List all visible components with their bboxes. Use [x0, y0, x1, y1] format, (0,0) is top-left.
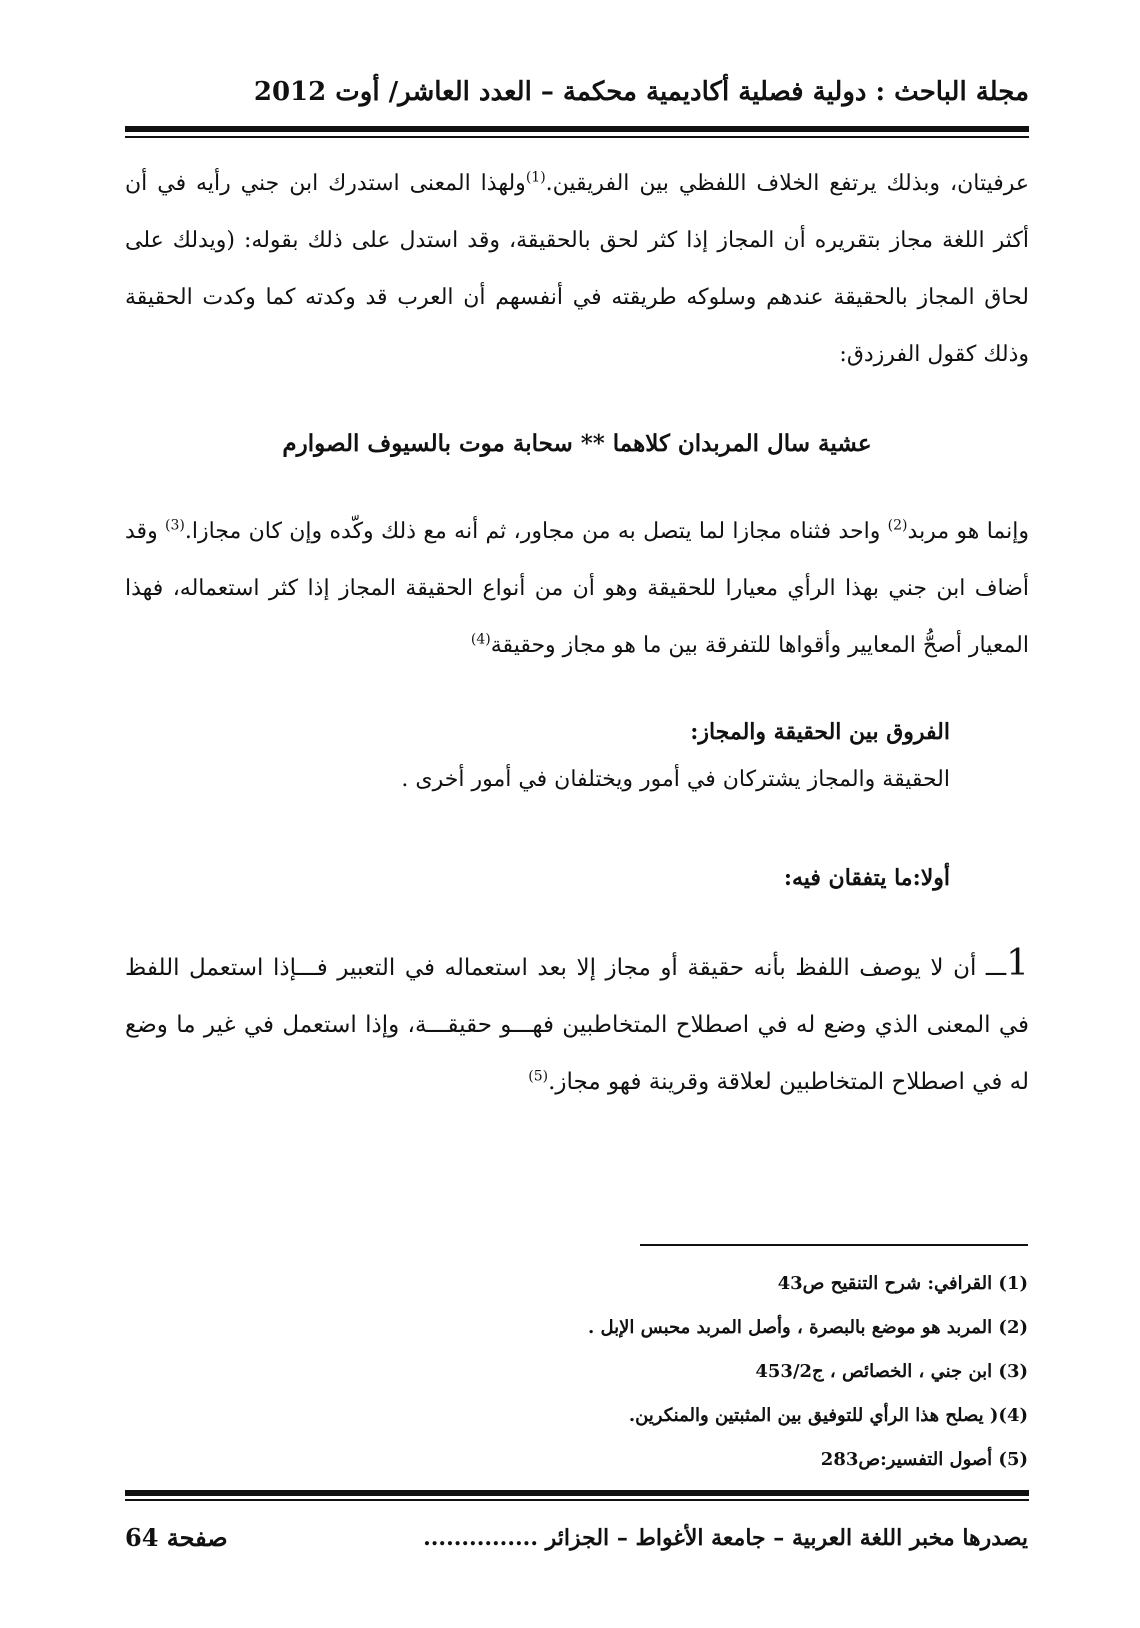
page-number: صفحة 64	[125, 1523, 228, 1552]
footnote-ref-3[interactable]: (3)	[165, 517, 185, 534]
footer-rule-thin	[125, 1499, 1029, 1501]
point-1-number: 1	[1006, 943, 1029, 984]
point-1-text: ـــ أن لا يوصف اللفظ بأنه حقيقة أو مجاز إلا بعد استعماله في التعبير فـــإذا استعمل اللفظ في المعنى الذي وضع له في اصطلاح المتخاطبين فهـــو حقيقـــة، وإذا استعمل في غير ما وضع له في اصطلاح المتخاطبين لعلاقة وقرينة فهو مجاز.	[125, 955, 1029, 1095]
intro-line: الحقيقة والمجاز يشتركان في أمور ويختلفان في أمور أخرى .	[401, 767, 950, 792]
footnote-separator	[640, 1244, 1028, 1246]
paragraph-1-text-b: ولهذا المعنى استدرك ابن جني رأيه في أن أكثر اللغة مجاز بتقريره أن المجاز إذا كثر لحق بالحقيقة، وقد استدل على ذلك بقوله: (ويدلك على لحاق المجاز بالحقيقة عندهم وسلوكه طريقته في أنفسهم أن العرب قد وكدته كما وكدت الحقيقة وذلك كقول الفرزدق:	[125, 171, 1029, 367]
header-rule-thin	[125, 136, 1029, 138]
heading-differences: الفروق بين الحقيقة والمجاز:	[690, 719, 950, 745]
paragraph-2-text-a: وإنما هو مربد	[907, 519, 1030, 544]
footer-rule	[125, 1490, 1029, 1496]
footer-publisher: يصدرها مخبر اللغة العربية – جامعة الأغواط – الجزائر ...............	[423, 1525, 1028, 1551]
footnote-4: (4)( يصلح هذا الرأي للتوفيق بين المثبتين والمنكرين.	[628, 1405, 1028, 1426]
paragraph-1	[125, 155, 1029, 383]
footnote-ref-4[interactable]: (4)	[470, 631, 491, 648]
heading-first-point: أولا:ما يتفقان فيه:	[783, 865, 950, 891]
header-rule	[125, 126, 1029, 132]
footnote-ref-1[interactable]: (1)	[525, 169, 546, 186]
paragraph-2-text-b: واحد فثناه مجازا لما يتصل به من مجاور، ثم أنه مع ذلك وكّده وإن كان مجازا.	[184, 519, 888, 544]
footnote-3: (3) ابن جني ، الخصائص ، ج453/2	[755, 1361, 1028, 1382]
footnote-ref-5[interactable]: (5)	[528, 1068, 549, 1085]
paragraph-2	[125, 503, 1029, 674]
point-1-paragraph	[125, 935, 1029, 1111]
paragraph-2-text-c: وقد أضاف ابن جني بهذا الرأي معيارا للحقيقة وهو أن من أنواع الحقيقة المجاز إذا كثر استعماله، فهذا المعيار أصحُّ المعايير وأقواها للتفرقة بين ما هو مجاز وحقيقة	[125, 519, 1029, 658]
footnote-5: (5) أصول التفسير:ص283	[820, 1449, 1028, 1470]
footnote-ref-2[interactable]: (2)	[887, 517, 908, 534]
paragraph-1-text-a: عرفيتان، وبذلك يرتفع الخلاف اللفظي بين الفريقين.	[545, 171, 1030, 196]
footnote-1: (1) القرافي: شرح التنقيح ص43	[777, 1273, 1028, 1294]
poetry-verse: عشية سال المربدان كلاهما ** سحابة موت بالسيوف الصوارم	[282, 430, 872, 457]
footnote-2: (2) المربد هو موضع بالبصرة ، وأصل المربد محبس الإبل .	[587, 1317, 1028, 1338]
journal-header: مجلة الباحث : دولية فصلية أكاديمية محكمة – العدد العاشر/ أوت 2012	[253, 77, 1029, 107]
footnote-list	[328, 1262, 1028, 1482]
